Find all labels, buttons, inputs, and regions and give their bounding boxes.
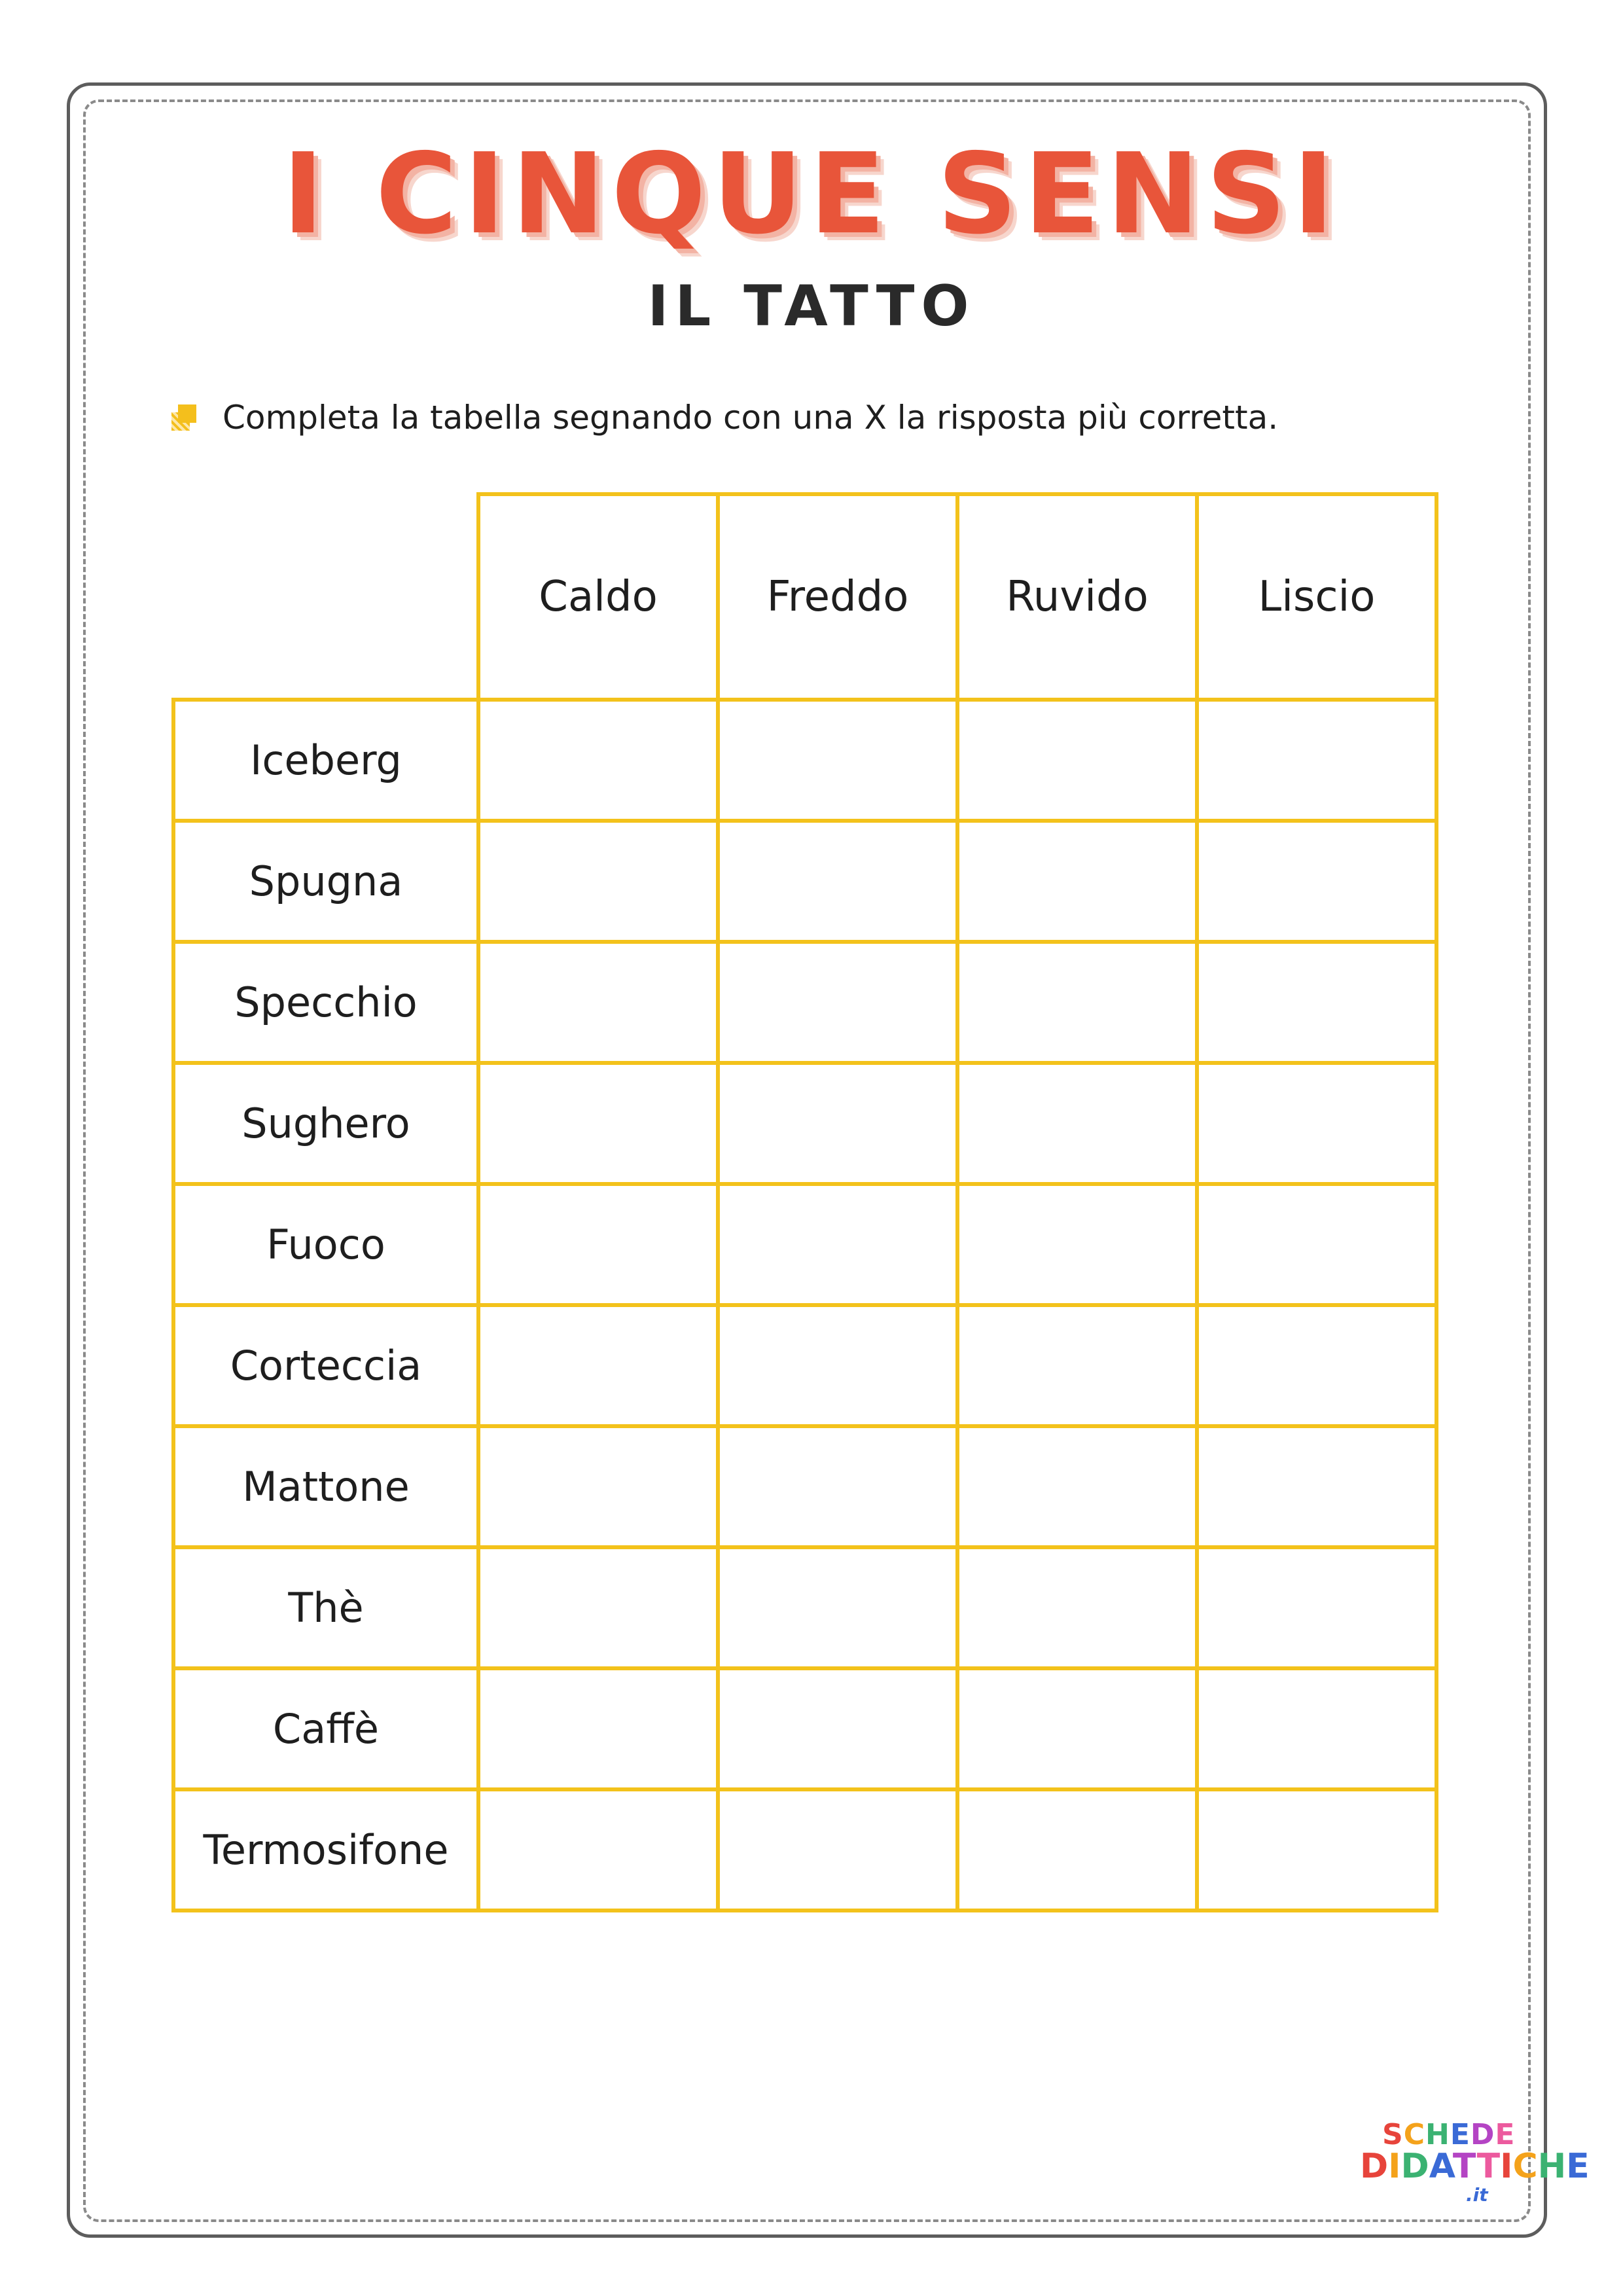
table-row bbox=[173, 821, 1436, 942]
answer-cell[interactable] bbox=[718, 700, 957, 821]
answer-cell[interactable] bbox=[1197, 821, 1436, 942]
answer-cell[interactable] bbox=[957, 1184, 1197, 1305]
answer-cell[interactable] bbox=[478, 821, 718, 942]
schede-didattiche-logo bbox=[1355, 2118, 1590, 2206]
logo-letter: D bbox=[1400, 2147, 1429, 2186]
table-corner bbox=[173, 494, 478, 700]
answer-cell[interactable] bbox=[718, 1426, 957, 1547]
answer-cell[interactable] bbox=[478, 942, 718, 1063]
column-header: Ruvido bbox=[957, 494, 1197, 700]
answer-cell[interactable] bbox=[957, 1305, 1197, 1426]
row-label: Iceberg bbox=[173, 700, 478, 821]
answer-cell[interactable] bbox=[478, 1668, 718, 1789]
answer-cell[interactable] bbox=[1197, 1426, 1436, 1547]
row-label: Caffè bbox=[173, 1668, 478, 1789]
instruction bbox=[171, 391, 1278, 444]
table-row bbox=[173, 1305, 1436, 1426]
table-header-row bbox=[173, 494, 1436, 700]
answer-cell[interactable] bbox=[718, 821, 957, 942]
logo-letter: E bbox=[1566, 2147, 1590, 2186]
table-row bbox=[173, 1426, 1436, 1547]
logo-letter: E bbox=[1495, 2118, 1516, 2151]
senses-table bbox=[171, 492, 1438, 1912]
answer-cell[interactable] bbox=[1197, 1063, 1436, 1184]
table-row bbox=[173, 942, 1436, 1063]
logo-letter: E bbox=[1450, 2118, 1471, 2151]
logo-letter: C bbox=[1403, 2118, 1425, 2151]
logo-letter: S bbox=[1382, 2118, 1404, 2151]
logo-line1 bbox=[1382, 2118, 1516, 2151]
row-label: Sughero bbox=[173, 1063, 478, 1184]
answer-cell[interactable] bbox=[718, 1063, 957, 1184]
answer-cell[interactable] bbox=[1197, 1547, 1436, 1668]
table-row bbox=[173, 700, 1436, 821]
logo-letter: H bbox=[1425, 2118, 1450, 2151]
answer-cell[interactable] bbox=[957, 700, 1197, 821]
bullet-square-icon bbox=[171, 404, 198, 431]
answer-cell[interactable] bbox=[1197, 1668, 1436, 1789]
instruction-text: Completa la tabella segnando con una X la risposta più corretta. bbox=[223, 399, 1279, 437]
answer-cell[interactable] bbox=[478, 1789, 718, 1910]
answer-cell[interactable] bbox=[478, 1305, 718, 1426]
answer-cell[interactable] bbox=[718, 1184, 957, 1305]
answer-cell[interactable] bbox=[1197, 1789, 1436, 1910]
answer-cell[interactable] bbox=[957, 1426, 1197, 1547]
logo-letter: C bbox=[1512, 2147, 1538, 2186]
table-row bbox=[173, 1547, 1436, 1668]
answer-cell[interactable] bbox=[718, 1547, 957, 1668]
logo-suffix: .it bbox=[1466, 2184, 1488, 2206]
answer-cell[interactable] bbox=[957, 1789, 1197, 1910]
table-row bbox=[173, 1789, 1436, 1910]
row-label: Corteccia bbox=[173, 1305, 478, 1426]
answer-cell[interactable] bbox=[478, 700, 718, 821]
answer-cell[interactable] bbox=[478, 1426, 718, 1547]
logo-letter: I bbox=[1500, 2147, 1513, 2186]
logo-letter: I bbox=[1388, 2147, 1401, 2186]
column-header: Caldo bbox=[478, 494, 718, 700]
answer-cell[interactable] bbox=[957, 1547, 1197, 1668]
answer-cell[interactable] bbox=[478, 1063, 718, 1184]
answer-cell[interactable] bbox=[1197, 700, 1436, 821]
logo-letter: H bbox=[1537, 2147, 1567, 2186]
answer-cell[interactable] bbox=[1197, 1305, 1436, 1426]
answer-cell[interactable] bbox=[957, 1063, 1197, 1184]
answer-cell[interactable] bbox=[718, 1305, 957, 1426]
page-subtitle: IL TATTO bbox=[647, 274, 976, 339]
row-label: Thè bbox=[173, 1547, 478, 1668]
row-label: Spugna bbox=[173, 821, 478, 942]
logo-letter: A bbox=[1429, 2147, 1453, 2186]
table-row bbox=[173, 1063, 1436, 1184]
page-title: I CINQUE SENSI bbox=[282, 130, 1341, 259]
answer-cell[interactable] bbox=[478, 1547, 718, 1668]
row-label: Mattone bbox=[173, 1426, 478, 1547]
table-row bbox=[173, 1184, 1436, 1305]
column-header: Liscio bbox=[1197, 494, 1436, 700]
answer-cell[interactable] bbox=[1197, 942, 1436, 1063]
logo-letter: T bbox=[1476, 2147, 1501, 2186]
answer-cell[interactable] bbox=[957, 1668, 1197, 1789]
row-label: Termosifone bbox=[173, 1789, 478, 1910]
column-header: Freddo bbox=[718, 494, 957, 700]
row-label: Fuoco bbox=[173, 1184, 478, 1305]
logo-letter: D bbox=[1360, 2147, 1389, 2186]
logo-line2 bbox=[1360, 2147, 1590, 2186]
logo-letter: D bbox=[1470, 2118, 1495, 2151]
answer-cell[interactable] bbox=[718, 942, 957, 1063]
answer-cell[interactable] bbox=[957, 821, 1197, 942]
table-row bbox=[173, 1668, 1436, 1789]
row-label: Specchio bbox=[173, 942, 478, 1063]
answer-cell[interactable] bbox=[718, 1668, 957, 1789]
answer-cell[interactable] bbox=[957, 942, 1197, 1063]
answer-cell[interactable] bbox=[478, 1184, 718, 1305]
answer-cell[interactable] bbox=[1197, 1184, 1436, 1305]
logo-letter: T bbox=[1452, 2147, 1477, 2186]
answer-cell[interactable] bbox=[718, 1789, 957, 1910]
